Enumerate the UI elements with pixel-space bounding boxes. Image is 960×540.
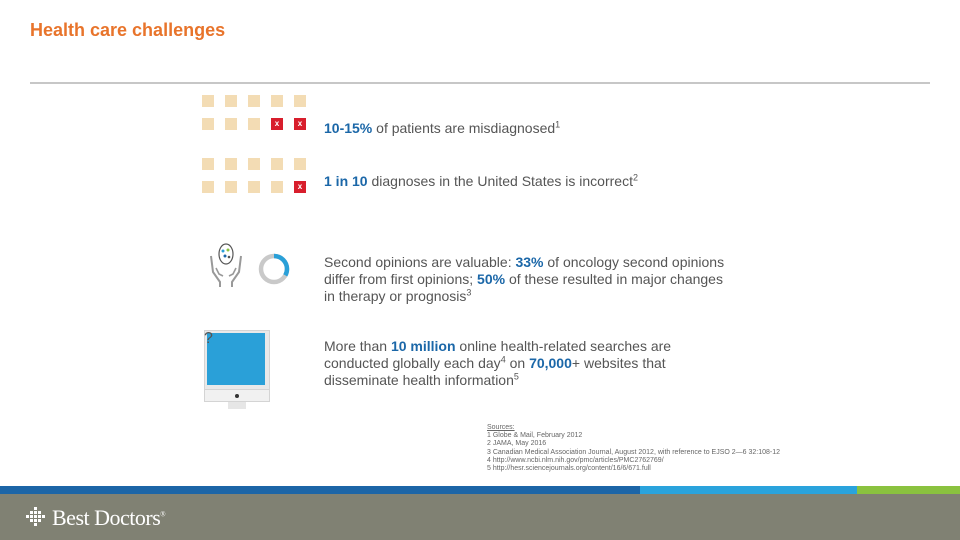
stat-line <box>324 254 724 271</box>
progress-ring-icon <box>257 252 291 286</box>
stat-misdiagnosed <box>324 120 560 137</box>
title-divider <box>30 82 930 84</box>
stat-text: differ from first opinions; <box>324 271 478 287</box>
patient-square <box>248 118 260 130</box>
source-item: 1 Globe & Mail, February 2012 <box>487 432 583 440</box>
stat-line <box>324 372 671 389</box>
sources-heading: Sources: <box>487 424 515 431</box>
footnote-ref: 3 <box>466 287 472 298</box>
registered-mark: ® <box>160 510 166 519</box>
stat-text: online health-related searches are <box>455 338 672 354</box>
page-title: Health care challenges <box>30 20 226 40</box>
stat-text: of these resulted in major changes <box>505 271 723 287</box>
stat-highlight: 10-15% <box>324 120 373 136</box>
monitor-button <box>235 394 239 398</box>
misdiagnosed-square: x <box>294 118 306 130</box>
footer-stripe-light-blue <box>640 486 857 494</box>
stat-second-opinions <box>324 254 724 305</box>
patient-square <box>248 181 260 193</box>
source-item: 3 Canadian Medical Association Journal, August 2012, with reference to EJSO 2—6 32:108-12 <box>487 448 781 456</box>
stat-highlight: 50% <box>477 271 506 287</box>
brand-logo-text <box>52 505 165 531</box>
patient-grid-1 <box>202 95 306 130</box>
stat-online-searches <box>324 338 671 389</box>
footer-stripe-green <box>857 486 960 494</box>
patient-square <box>225 158 237 170</box>
stat-incorrect-diagnoses <box>324 173 638 190</box>
stat-text: diagnoses in the United States is incorrect <box>367 173 633 189</box>
stat-text: More than <box>324 338 391 354</box>
footnote-ref: 4 <box>500 354 506 365</box>
sources-list <box>487 424 780 473</box>
stat-text: of patients are misdiagnosed <box>372 120 556 136</box>
patient-square <box>202 158 214 170</box>
footnote-ref: 5 <box>513 371 519 382</box>
stat-text: conducted globally each day <box>324 355 501 371</box>
footer-stripe-blue <box>0 486 640 494</box>
stat-text: disseminate health information <box>324 372 514 388</box>
stat-line <box>324 288 724 305</box>
patient-square <box>225 181 237 193</box>
hands-holding-pill-icon <box>208 242 244 288</box>
source-item: 4 http://www.ncbi.nlm.nih.gov/pmc/articles/PMC2762769/ <box>487 456 664 464</box>
patient-square <box>271 181 283 193</box>
best-doctors-logo-icon <box>26 507 46 527</box>
computer-monitor-icon <box>204 330 270 410</box>
monitor-screen <box>207 333 265 385</box>
patient-square <box>271 95 283 107</box>
stat-highlight: 10 million <box>390 338 456 354</box>
stat-highlight: 70,000 <box>529 355 572 371</box>
patient-square <box>202 118 214 130</box>
stat-highlight: 33% <box>515 254 544 270</box>
patient-square <box>248 95 260 107</box>
patient-square <box>248 158 260 170</box>
question-mark-icon: ? <box>204 330 213 347</box>
stat-text: Second opinions are valuable: <box>324 254 516 270</box>
patient-square <box>294 95 306 107</box>
footnote-ref: 2 <box>632 172 638 183</box>
monitor-stand <box>228 402 246 409</box>
patient-square <box>202 95 214 107</box>
misdiagnosed-square: x <box>271 118 283 130</box>
stat-text: + websites that <box>571 355 666 371</box>
patient-square <box>225 95 237 107</box>
stat-line <box>324 355 671 372</box>
source-item: 5 http://hesr.sciencejournals.org/content/16/6/671.full <box>487 465 651 473</box>
stat-text: in therapy or prognosis <box>324 288 467 304</box>
footnote-ref: 1 <box>555 119 561 130</box>
patient-square <box>271 158 283 170</box>
misdiagnosed-square: x <box>294 181 306 193</box>
stat-text: of oncology second opinions <box>543 254 725 270</box>
stat-line <box>324 271 724 288</box>
stat-line <box>324 338 671 355</box>
patient-grid-2 <box>202 158 306 193</box>
stat-highlight: 1 in 10 <box>324 173 368 189</box>
patient-square <box>294 158 306 170</box>
brand-name: Best Doctors <box>52 505 161 530</box>
source-item: 2 JAMA, May 2016 <box>487 440 547 448</box>
stat-text: on <box>505 355 530 371</box>
patient-square <box>202 181 214 193</box>
patient-square <box>225 118 237 130</box>
